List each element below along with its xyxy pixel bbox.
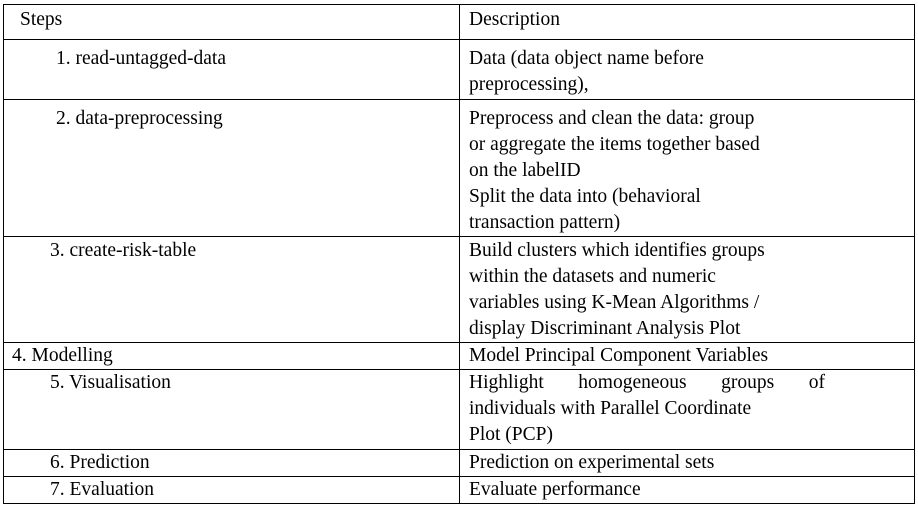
description-line: Data (data object name before [469,48,704,69]
step-label: 2. data-preprocessing [56,108,223,129]
step-label: 5. Visualisation [50,372,171,393]
description-line: Prediction on experimental sets [469,452,715,473]
description-cell [460,343,915,370]
header-description-label: Description [469,9,560,30]
table-row [4,40,915,100]
description-line: individuals with Parallel Coordinate [469,398,752,419]
step-cell [4,40,460,100]
description-line: Build clusters which identifies groups [469,240,765,261]
description-line: Split the data into (behavioral [469,186,701,207]
description-cell [460,477,915,504]
description-cell [460,237,915,343]
description-line: Evaluate performance [469,479,641,500]
table-row [4,237,915,343]
header-cell-description [460,5,915,40]
description-cell [460,40,915,100]
description-line: Preprocess and clean the data: group [469,108,755,129]
description-line: Model Principal Component Variables [469,345,769,366]
header-cell-steps [4,5,460,40]
table-row [4,450,915,477]
description-line: or aggregate the items together based [469,134,760,155]
step-label: 7. Evaluation [50,479,154,500]
description-cell [460,370,915,450]
table-row [4,343,915,370]
table-row [4,370,915,450]
description-line: on the labelID [469,160,581,181]
step-cell [4,237,460,343]
description-line: transaction pattern) [469,212,621,233]
steps-description-table [3,4,915,504]
step-cell [4,450,460,477]
step-label: 4. Modelling [12,345,113,366]
step-label: 1. read-untagged-data [56,48,226,69]
header-steps-label: Steps [20,9,63,30]
description-line: display Discriminant Analysis Plot [469,318,741,339]
description-line: Plot (PCP) [469,424,553,445]
description-line: within the datasets and numeric [469,266,716,287]
description-line: preprocessing), [469,74,589,95]
step-cell [4,370,460,450]
step-cell [4,343,460,370]
step-label: 6. Prediction [50,452,150,473]
table-row [4,100,915,237]
description-cell [460,100,915,237]
description-cell [460,450,915,477]
step-label: 3. create-risk-table [50,240,197,261]
description-line: variables using K-Mean Algorithms / [469,292,760,313]
table-header-row [4,5,915,40]
step-cell [4,477,460,504]
step-cell [4,100,460,237]
description-line: Highlight homogeneous groups of [469,372,825,393]
table-row [4,477,915,504]
